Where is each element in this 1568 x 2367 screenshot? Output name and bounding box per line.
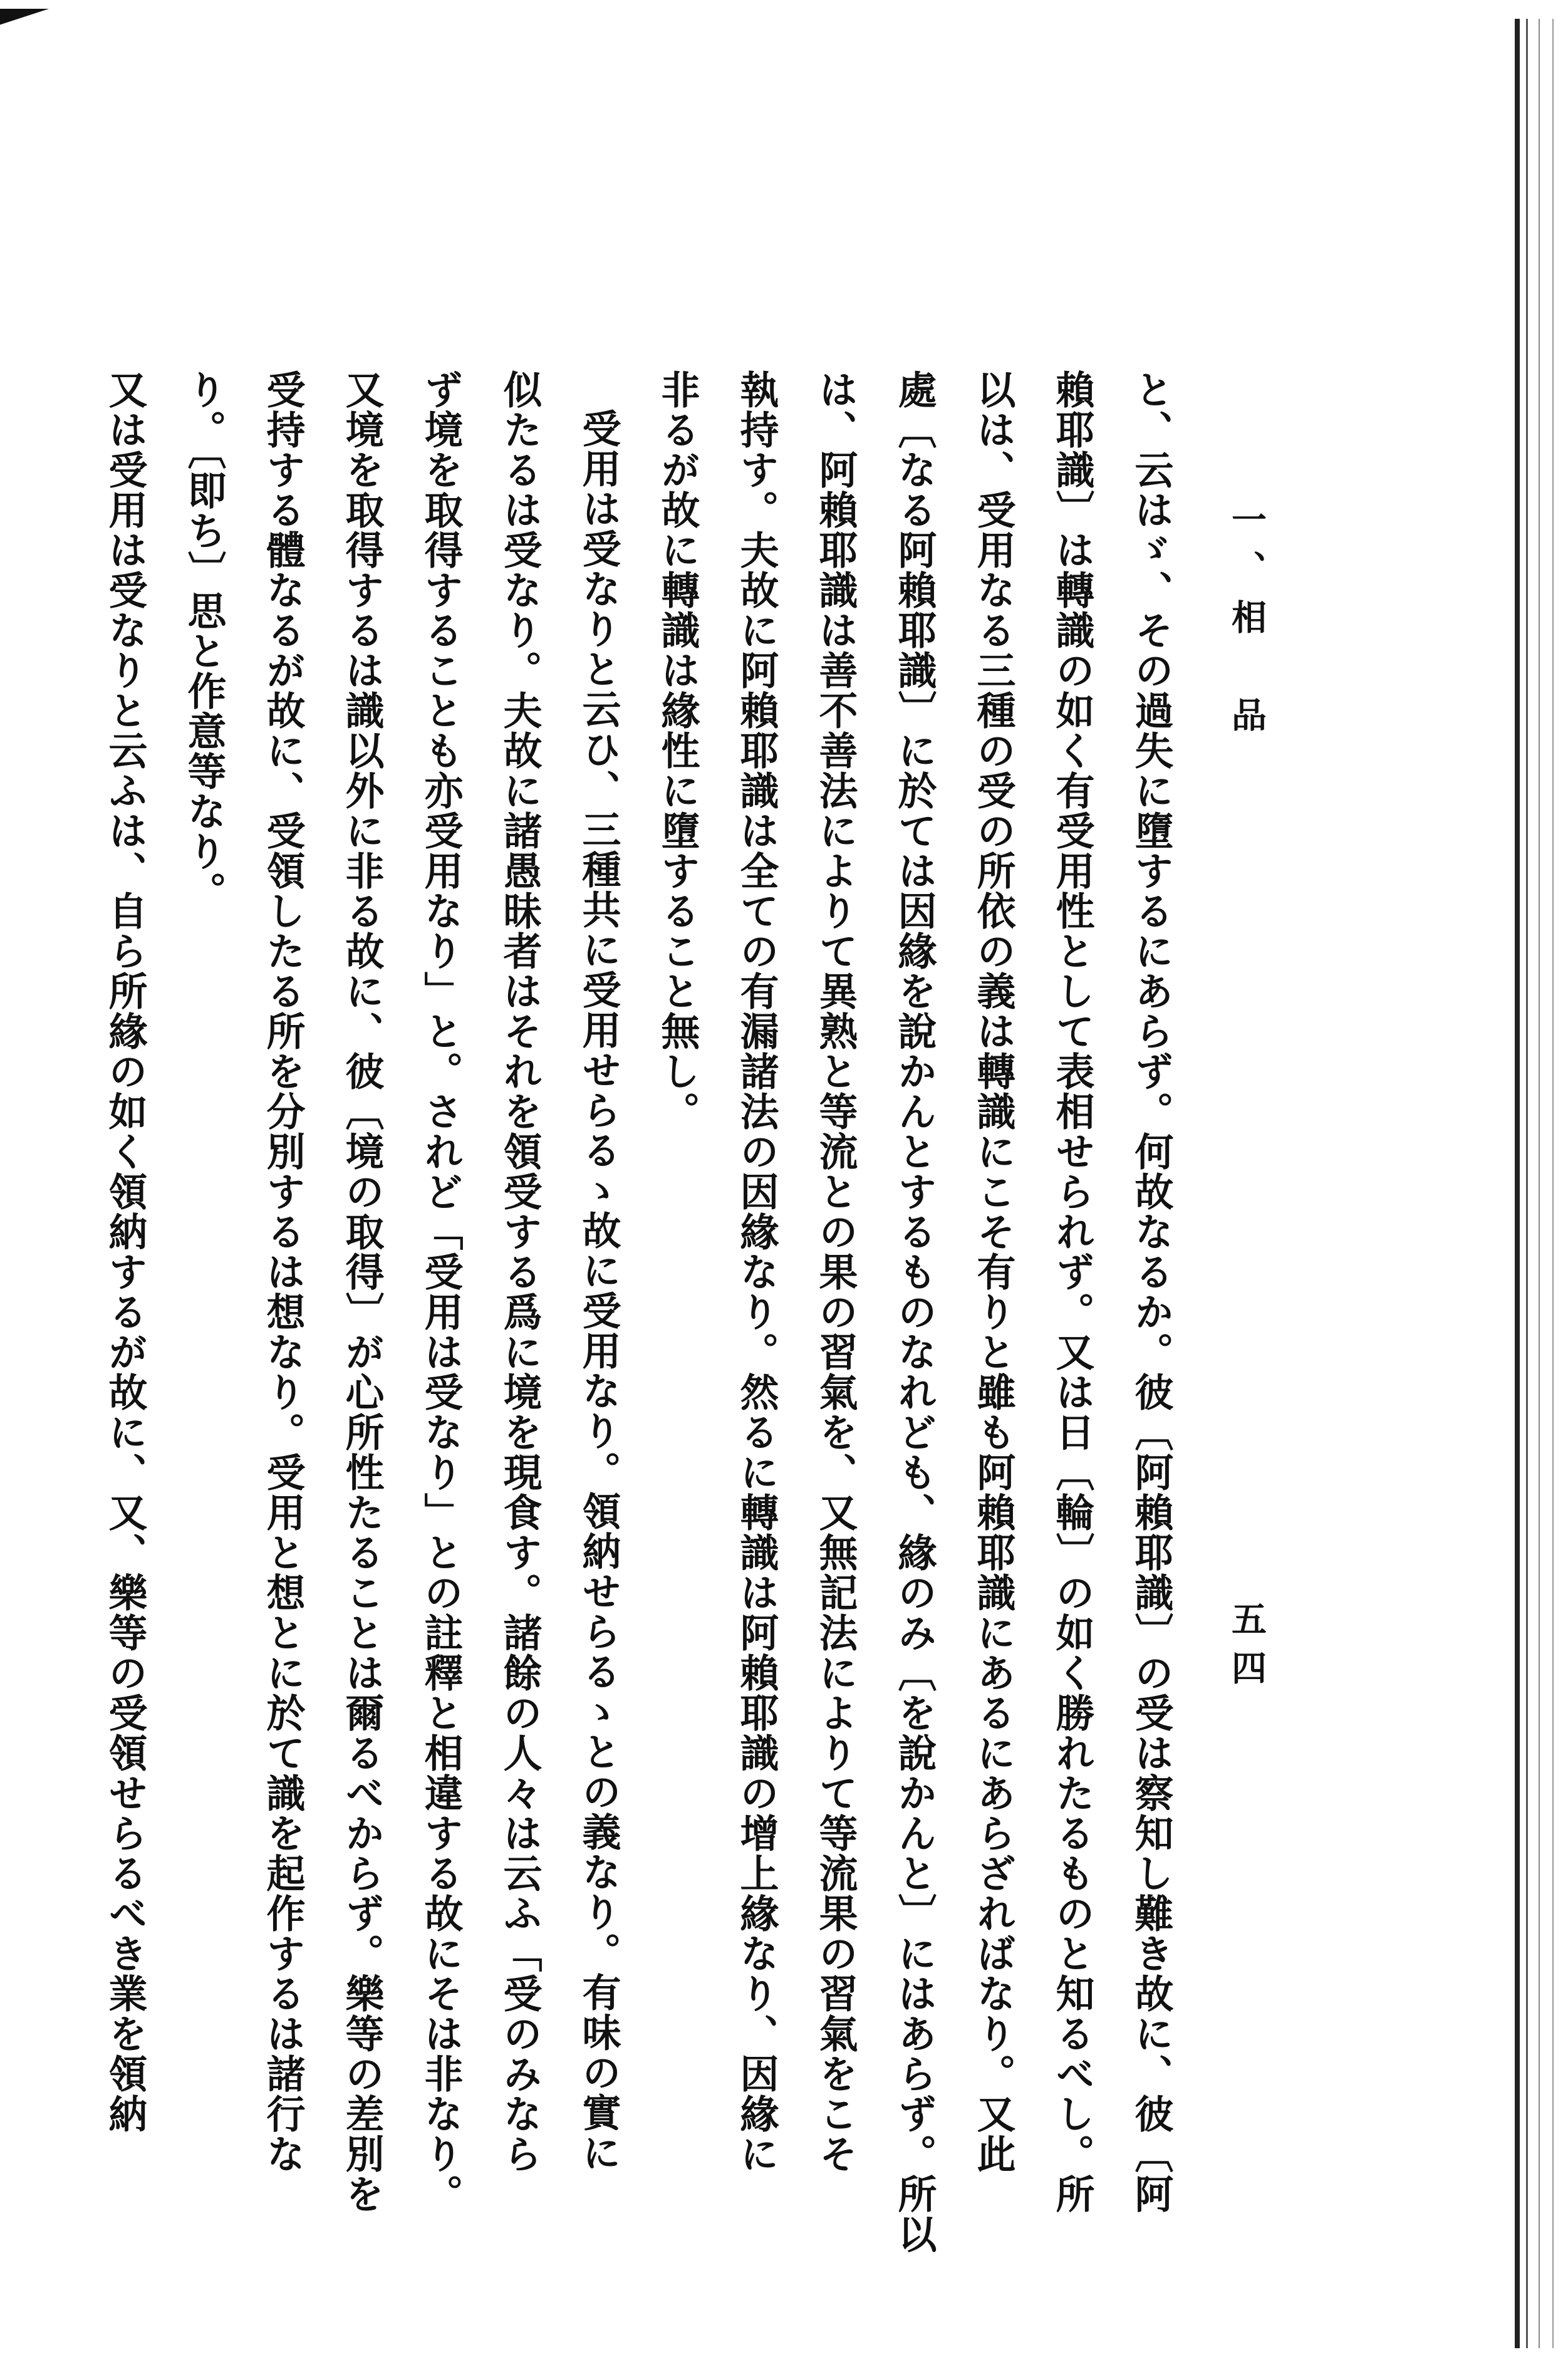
- binding-edge-line: [1552, 19, 1554, 2348]
- text-line: は、阿賴耶識は善不善法によりて異熟と等流との果の習氣を、又無記法によりて等流果の習氣をこそ: [813, 370, 858, 2174]
- text-line: 又は受用は受なりと云ふは、自ら所緣の如く領納するが故に、又、樂等の受領せらるべき業を領納: [102, 370, 148, 2134]
- text-line: 非るが故に轉識は緣性に墮すること無し。: [655, 370, 700, 1131]
- text-line: ず境を取得することも亦受用なり」と。されど「受用は受なり」との註釋と相違する故にそは非なり。: [418, 370, 464, 2214]
- text-line: 賴耶識〕は轉識の如く有受用性として表相せられず。又は日〔輪〕の如く勝れたるものと知るべし。所: [1049, 370, 1095, 2214]
- running-header-title: 一、相 品: [1226, 501, 1267, 746]
- binding-edge-line: [1526, 19, 1528, 2348]
- text-line: 受用は受なりと云ひ、三種共に受用せらるゝ故に受用なり。領納せらるゝとの義なり。有味の實に: [576, 408, 621, 2173]
- body-text: [102, 370, 1190, 2254]
- text-line: 處〔なる阿賴耶識〕に於ては因緣を說かんとするものなれども、緣のみ〔を說かんと〕にはあらず。所以: [891, 370, 937, 2254]
- text-line: 以は、受用なる三種の受の所依の義は轉識にこそ有りと雖も阿賴耶識にあるにあらざればなり。又此: [970, 370, 1016, 2174]
- page-number: 五四: [1226, 1601, 1267, 1699]
- corner-mark: [0, 9, 54, 26]
- text-line: り。〔即ち〕思と作意等なり。: [181, 370, 227, 912]
- text-line: 執持す。夫故に阿賴耶識は全ての有漏諸法の因緣なり。然るに轉識は阿賴耶識の增上緣なり、因緣に: [734, 370, 779, 2174]
- text-line: 受持する體なるが故に、受領したる所を分別するは想なり。受用と想とに於て識を起作するは諸行な: [260, 370, 306, 2174]
- binding-edge-line: [1515, 19, 1520, 2348]
- text-line: と、云はゞ、その過失に墮するにあらず。何故なるか。彼〔阿賴耶識〕の受は察知し難き故に、彼〔阿: [1128, 370, 1174, 2214]
- text-line: 又境を取得するは識以外に非る故に、彼〔境の取得〕が心所性たることは爾るべからず。樂等の差別を: [339, 370, 385, 2214]
- binding-edge-line: [1539, 19, 1540, 2348]
- text-line: 似たるは受なり。夫故に諸愚昧者はそれを領受する爲に境を現食す。諸餘の人々は云ふ「受のみなら: [497, 370, 543, 2174]
